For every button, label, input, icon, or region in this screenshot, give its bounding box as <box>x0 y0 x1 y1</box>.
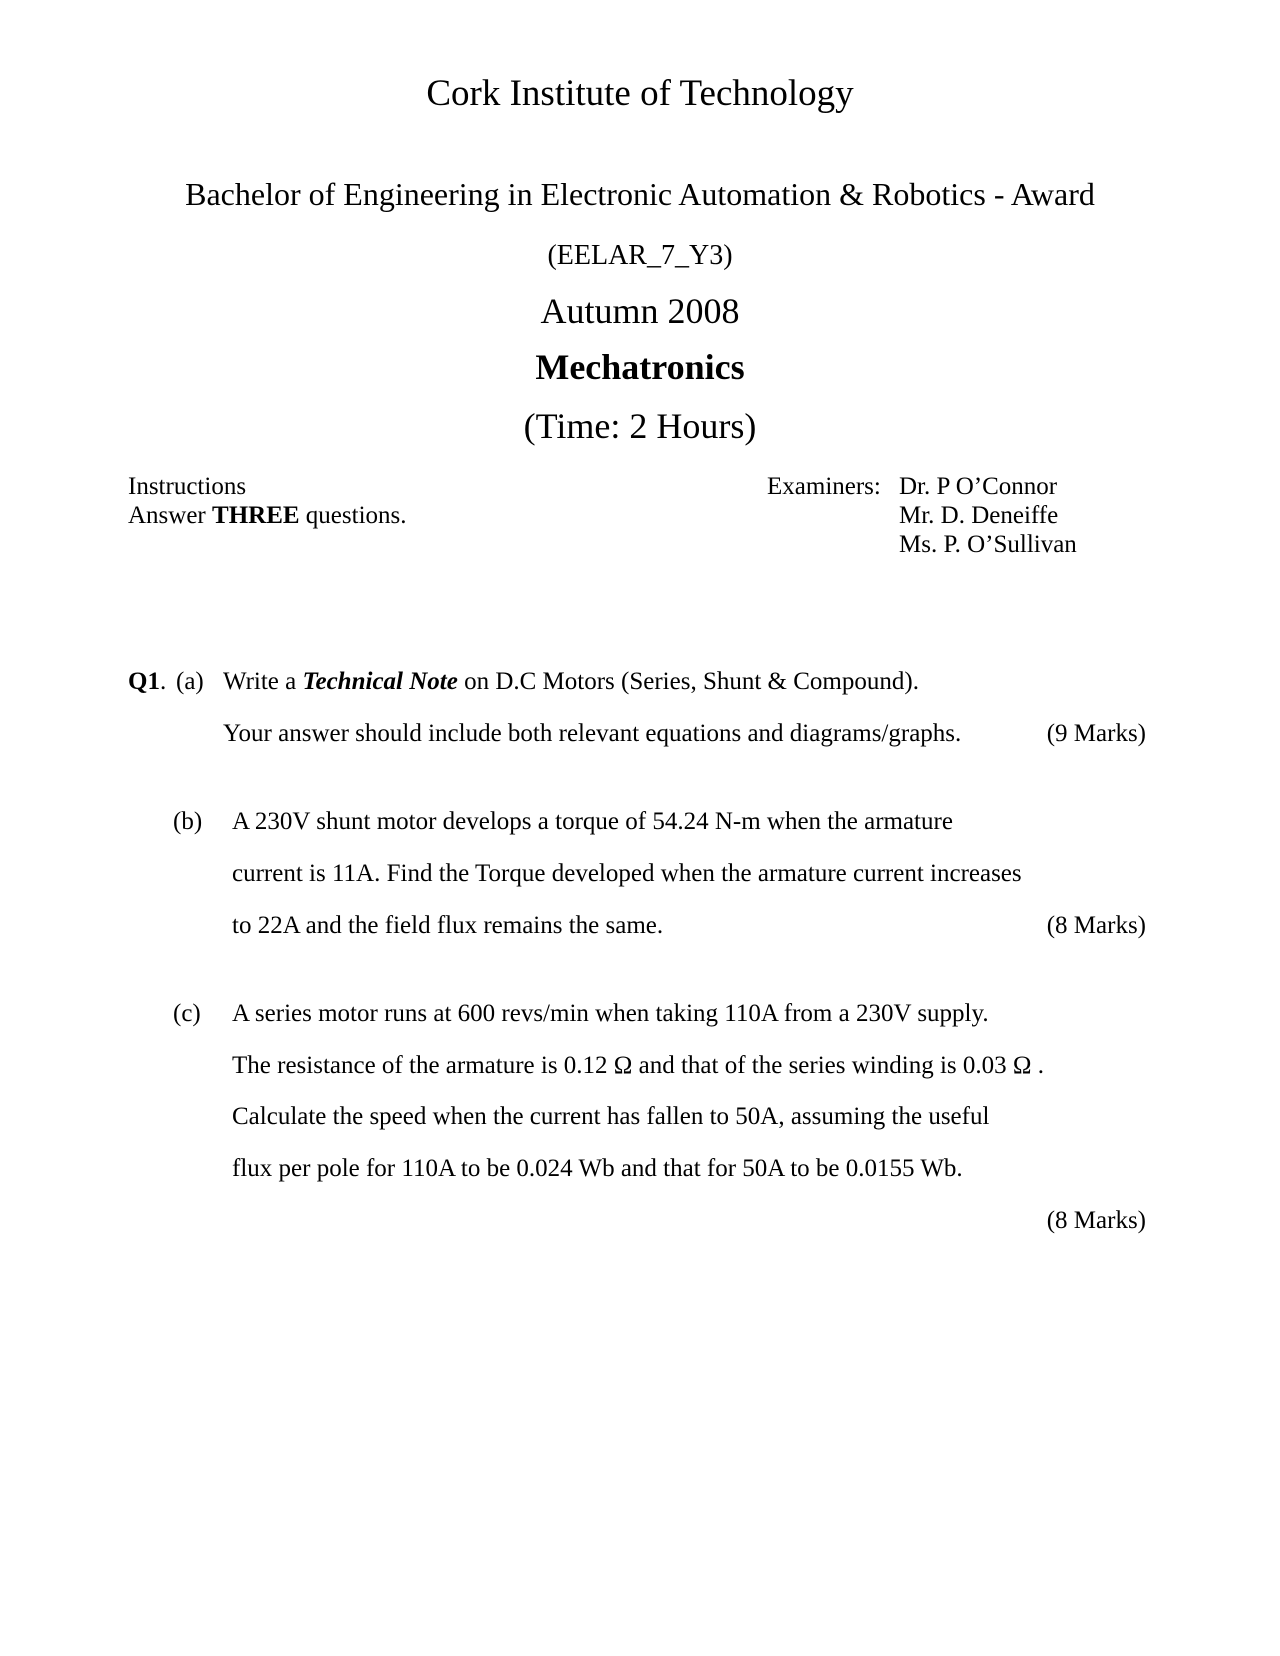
examiners-label: Examiners: <box>767 473 881 500</box>
part-b-line: current is 11A. Find the Torque developed when the armature current increases <box>232 860 1022 887</box>
answer-suffix: questions. <box>305 502 407 529</box>
part-c-marks: (8 Marks) <box>1046 1207 1146 1234</box>
answer-prefix: Answer <box>128 502 206 529</box>
subject-title: Mechatronics <box>535 347 745 387</box>
part-c-line: The resistance of the armature is 0.12 Ω and that of the series winding is 0.03 Ω . <box>232 1052 1044 1079</box>
examiner-name: Mr. D. Deneiffe <box>899 502 1059 529</box>
answer-count: THREE <box>212 502 300 529</box>
part-a-line-1 <box>223 668 919 696</box>
part-c-line: A series motor runs at 600 revs/min when taking 110A from a 230V supply. <box>232 1000 989 1027</box>
part-c-label: (c) <box>173 1000 201 1027</box>
part-b-line: to 22A and the field flux remains the same. <box>232 912 664 939</box>
part-a-line-2: Your answer should include both relevant equations and diagrams/graphs. <box>223 720 962 747</box>
part-a-marks: (9 Marks) <box>1046 720 1146 747</box>
question-number: Q1. <box>128 668 167 695</box>
exam-session: Autumn 2008 <box>540 291 740 331</box>
part-a-label: (a) <box>176 668 204 695</box>
instructions-answer <box>128 501 407 530</box>
part-b-label: (b) <box>173 808 203 835</box>
technical-note-emphasis: Technical Note <box>302 668 458 695</box>
examiner-name: Ms. P. O’Sullivan <box>899 531 1077 558</box>
exam-duration: (Time: 2 Hours) <box>523 406 757 446</box>
instructions-heading: Instructions <box>128 473 247 500</box>
institution-title: Cork Institute of Technology <box>426 73 854 114</box>
part-c-line: Calculate the speed when the current has fallen to 50A, assuming the useful <box>232 1103 990 1130</box>
degree-title: Bachelor of Engineering in Electronic Automation & Robotics - Award <box>185 176 1095 212</box>
course-code: (EELAR_7_Y3) <box>547 240 733 271</box>
part-a-suffix: on D.C Motors (Series, Shunt & Compound). <box>464 668 919 695</box>
part-b-line: A 230V shunt motor develops a torque of 54.24 N-m when the armature <box>232 808 953 835</box>
part-c-line: flux per pole for 110A to be 0.024 Wb and that for 50A to be 0.0155 Wb. <box>232 1155 963 1182</box>
examiner-name: Dr. P O’Connor <box>899 473 1058 500</box>
part-b-marks: (8 Marks) <box>1046 912 1146 939</box>
part-a-prefix: Write a <box>223 668 297 695</box>
